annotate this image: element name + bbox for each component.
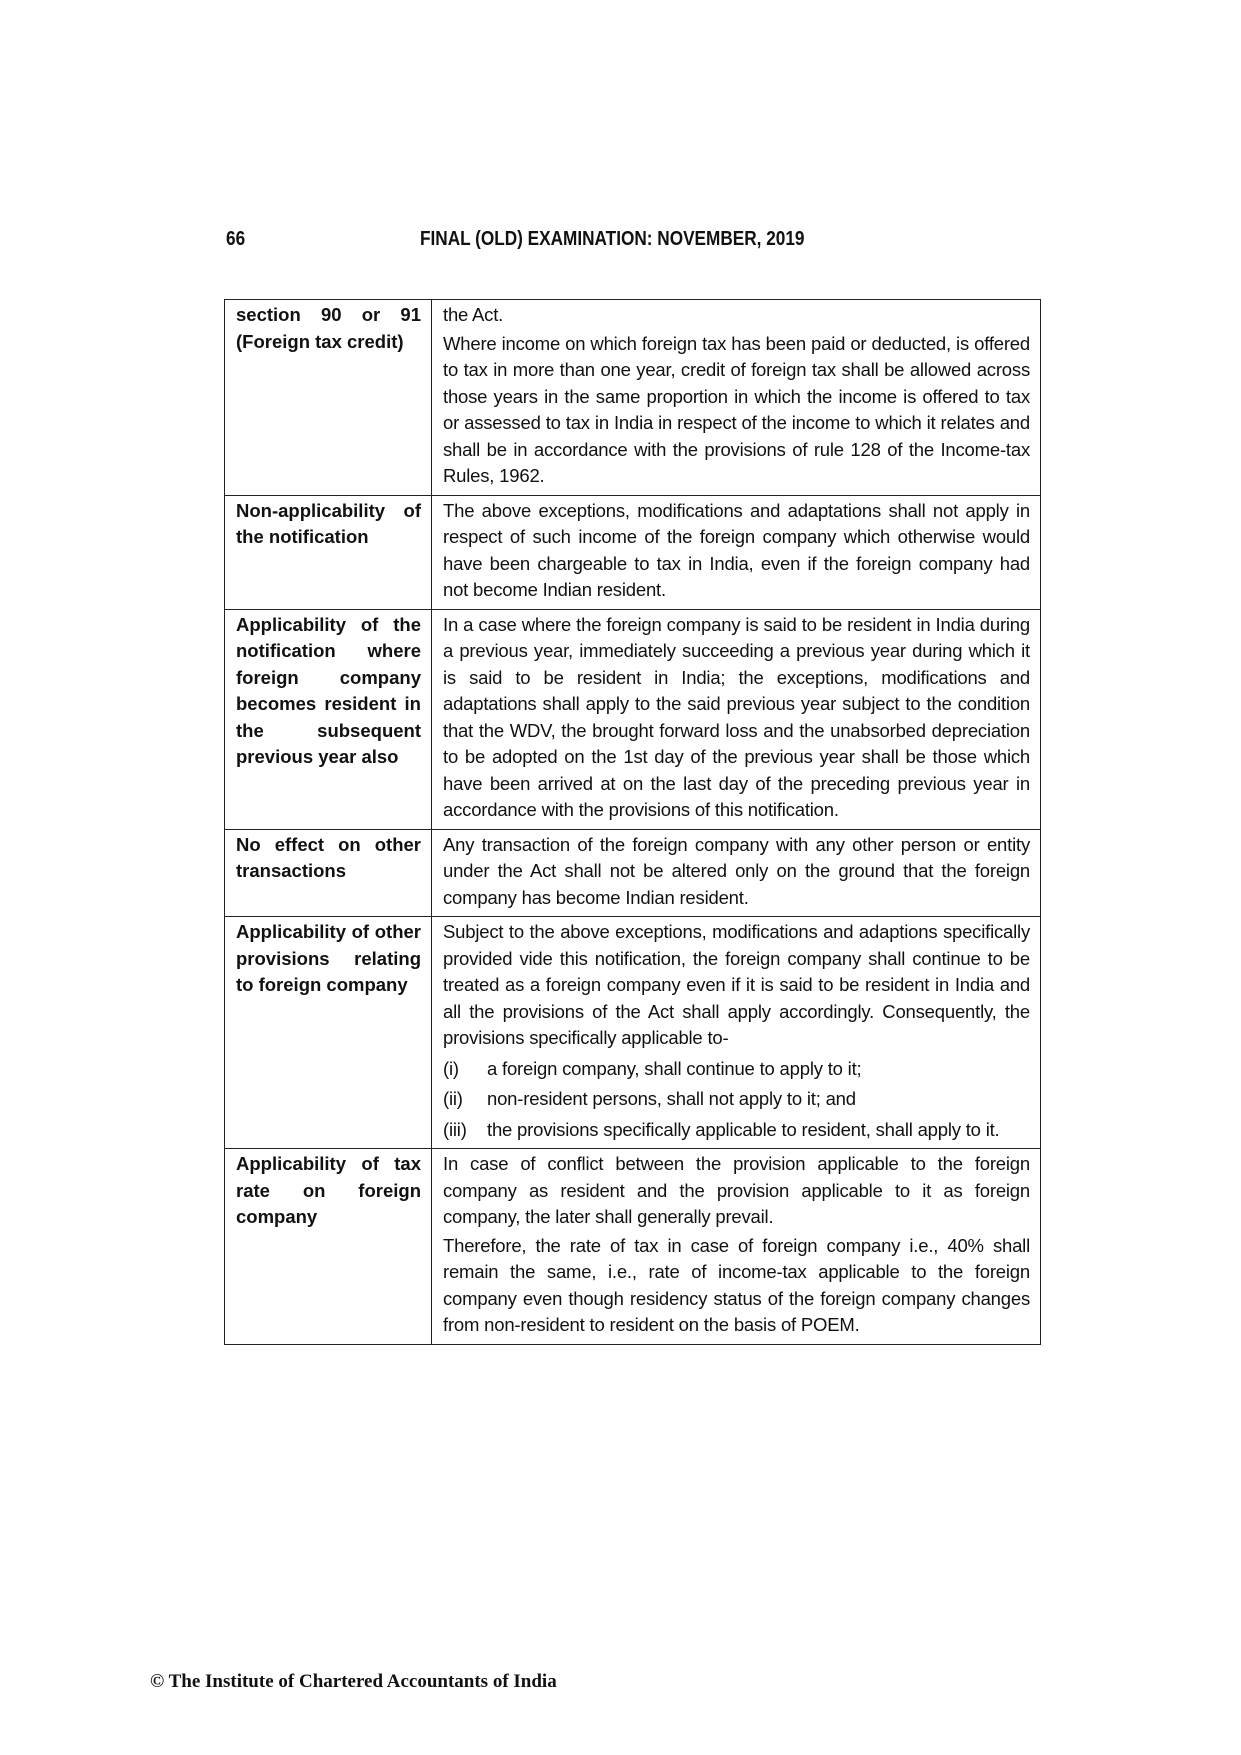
page-number: 66 <box>226 228 246 250</box>
row-label: No effect on other transactions <box>225 829 432 917</box>
row-label: section 90 or 91 (Foreign tax credit) <box>225 300 432 496</box>
list-text: non-resident persons, shall not apply to it; and <box>487 1088 856 1109</box>
list-item <box>443 1056 1030 1083</box>
running-title: FINAL (OLD) EXAMINATION: NOVEMBER, 2019 <box>420 228 805 250</box>
paragraph: In a case where the foreign company is said to be resident in India during a previous year, immediately succeeding a previous year during which it is said to be resident in India; the exceptions, modifications and adaptations shall apply to the said previous year subject to the condition that the WDV, the brought forward loss and the unabsorbed depreciation to be adopted on the 1st day of the previous year shall be those which have been arrived at on the last day of the preceding previous year in accordance with the provisions of this notification. <box>443 613 1030 820</box>
row-text <box>432 917 1041 1149</box>
row-label: Applicability of the notification where foreign company becomes resident in the subsequent previous year also <box>225 609 432 829</box>
list-item <box>443 1117 1030 1144</box>
page-header <box>224 228 1038 258</box>
copyright-footer: © The Institute of Chartered Accountants of India <box>150 1671 557 1692</box>
table-row <box>225 609 1041 829</box>
row-label: Applicability of other provisions relating to foreign company <box>225 917 432 1149</box>
list-number: (ii) <box>443 1088 463 1109</box>
list-item <box>443 1086 1030 1113</box>
list-number: (i) <box>443 1057 459 1079</box>
row-text <box>432 609 1041 829</box>
row-text <box>432 300 1041 496</box>
row-text <box>432 495 1041 609</box>
paragraph: the Act. <box>443 304 504 325</box>
list-text: the provisions specifically applicable to resident, shall apply to it. <box>487 1118 1000 1140</box>
table-row <box>225 300 1041 496</box>
table-row <box>225 495 1041 609</box>
paragraph: Therefore, the rate of tax in case of foreign company i.e., 40% shall remain the same, i.e., rate of income-tax applicable to the foreign company even though residency status of the foreign company changes from non-resident to resident on the basis of POEM. <box>443 1234 1030 1335</box>
paragraph: The above exceptions, modifications and adaptations shall not apply in respect of such income of the foreign company which otherwise would have been chargeable to tax in India, even if the foreign company had not become Indian resident. <box>443 499 1030 600</box>
content-table <box>224 299 1041 1345</box>
paragraph: Where income on which foreign tax has been paid or deducted, is offered to tax in more than one year, credit of foreign tax shall be allowed across those years in the same proportion in which the income is offered to tax or assessed to tax in India in respect of the income to which it relates and shall be in accordance with the provisions of rule 128 of the Income-tax Rules, 1962. <box>443 332 1030 486</box>
row-text <box>432 1149 1041 1345</box>
row-label: Applicability of tax rate on foreign company <box>225 1149 432 1345</box>
paragraph: Subject to the above exceptions, modifications and adaptions specifically provided vide this notification, the foreign company shall continue to be treated as a foreign company even if it is said to be resident in India and all the provisions of the Act shall apply accordingly. Consequently, the provisions specifically applicable to- <box>443 921 1030 1048</box>
paragraph: In case of conflict between the provision applicable to the foreign company as resident and the provision applicable to it as foreign company, the later shall generally prevail. <box>443 1153 1030 1227</box>
table-row <box>225 829 1041 917</box>
table-row <box>225 1149 1041 1345</box>
row-label: Non-applicability of the notification <box>225 495 432 609</box>
list-text: a foreign company, shall continue to apply to it; <box>487 1057 862 1079</box>
table-row <box>225 917 1041 1149</box>
row-text <box>432 829 1041 917</box>
list-number: (iii) <box>443 1118 467 1140</box>
paragraph: Any transaction of the foreign company with any other person or entity under the Act shall not be altered only on the ground that the foreign company has become Indian resident. <box>443 833 1030 908</box>
